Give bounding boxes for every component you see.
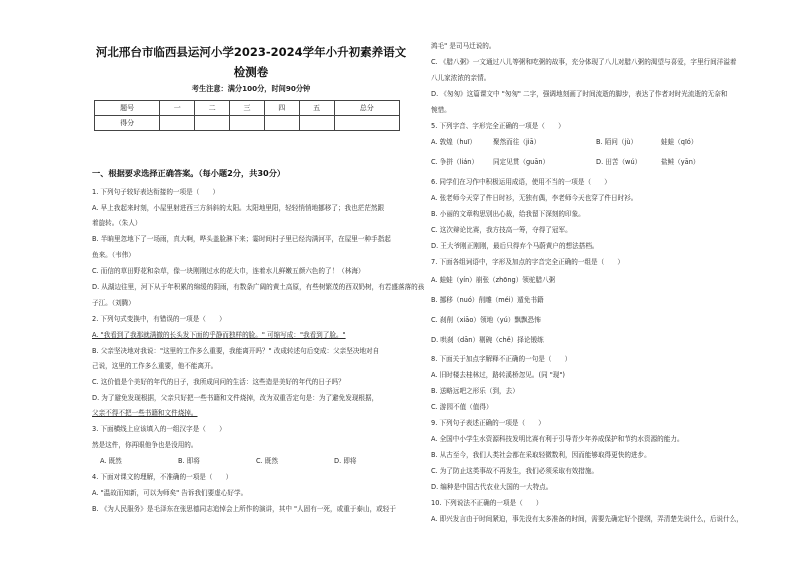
question-line: 8. 下面关于加点字解释不正确的一句是（ ） [431, 355, 572, 363]
question-line: 4. 下面对课文的理解，不准确的一项是（ ） [92, 473, 233, 481]
question-line: B. 父亲坚决地对我说："这里的工作多么重要，我能离开吗？" 改成转述句后变成：父亲坚决地对自 [92, 347, 380, 355]
question-line: B. 《为人民服务》是毛泽东在张思德同志追悼会上所作的演讲，其中 "人固有一死，或重于泰山，或轻于 [92, 505, 396, 513]
question-line: C. 为了防止这类事故不再发生，我们必须采取有效措施。 [431, 467, 599, 475]
question-line: D. 《匆匆》这篇课文中 "匆匆" 二字，强调地刻画了时间流逝的脚步，表达了作者对时光流逝的无奈和 [431, 90, 728, 98]
option[interactable]: B. 陌问（jù） [596, 138, 638, 146]
exam-notice: 考生注意：满分100分，时间90分钟 [191, 84, 311, 93]
question-line: 2. 下列句式变换中，有错误的一项是（ ） [92, 315, 226, 323]
question-line: 父亲不得不把一些书籍和文件烧掉。 [92, 409, 198, 417]
question-line: D. 为了避免发现根据，父亲只好把一些书籍和文件烧掉，改为双重否定句是：为了避免发现根据， [92, 394, 379, 402]
score-input-cell[interactable] [334, 116, 399, 131]
option-word: 盐鲑（yān） [661, 158, 700, 166]
option-line[interactable]: C. 刹削（xiāo）领地（yú）飘飘恐怖 [431, 316, 541, 324]
option[interactable]: D. 即将 [334, 457, 357, 465]
section-heading: 一、根据要求选择正确答案。（每小题2分，共30分） [92, 168, 286, 178]
question-line: 9. 下列句子表述正确的一项是（ ） [431, 419, 545, 427]
question-line: 5. 下列字音、字形完全正确的一项是（ ） [431, 122, 565, 130]
option-line[interactable]: D. 哄刹（dān）剔碗（chě）择论锻练 [431, 336, 544, 344]
question-line: 己说，这里的工作多么重要，他不能离开。 [92, 362, 218, 370]
score-cell: 得分 [95, 116, 160, 131]
question-line: 八儿家浓浓的亲情。 [431, 74, 491, 82]
question-line: A. 即兴发言由于时间紧迫，事先没有太多准备的时间，需要先确定好个提纲，弄清楚先说什么，后说什么， [431, 515, 743, 523]
score-input-cell[interactable] [264, 116, 299, 131]
question-line: A. "我看到了我那就满撤的长头发下面的乎静而独样的脸。" 可缩写成："我看到了脸。" [92, 331, 346, 339]
score-input-cell[interactable] [195, 116, 230, 131]
score-table-score-row [95, 116, 400, 131]
question-line: B. 从古至今，我们人类社会都在采取轻微数利，因而能够取得更快的进步。 [431, 451, 651, 459]
score-table [94, 100, 400, 131]
option[interactable]: C. 争拼（lián） [431, 158, 479, 166]
question-line: D. 编种是中国古代农业大国的一大特点。 [431, 483, 553, 491]
question-line: 子江。（刘腾） [92, 299, 135, 307]
question-line: C. 这次辩论比赛，我方技高一筹，夺得了冠军。 [431, 226, 572, 234]
question-line: C. 游园不值（值得） [431, 403, 493, 411]
score-cell: 一 [160, 101, 195, 116]
question-line: C. 而信的草田野花和杂草，像一块刚刚过水的花大巾，连着水儿鲜嫩五颜六色的了！（林海） [92, 267, 365, 275]
question-line: 10. 下列说法不正确的一项是（ ） [431, 499, 543, 507]
score-cell: 总分 [334, 101, 399, 116]
score-input-cell[interactable] [160, 116, 195, 131]
question-line: 鸿毛" 是司马迁说的。 [431, 42, 496, 50]
option[interactable]: A. 敦煌（huī） [431, 138, 477, 146]
question-line: D. 王大爷刚正刚刚，最后只得弃个马蔚黄户的想法搭档。 [431, 242, 599, 250]
question-line: 1. 下列句子较好表达衔接的一项是（ ） [92, 188, 220, 196]
option-word: 聚然而往（jiā） [493, 138, 541, 146]
question-line: B. 小丽的文章构思别出心裁，给我留下深刻的印象。 [431, 210, 585, 218]
question-line: A. 早上我起来时刻，小屋里射进西三方斜斜的太阳。太阳地里阳，轻轻悄悄地挪移了；我也茫茫然跟 [92, 204, 385, 212]
question-line: A. 全国中小学生水资源科技发明比赛有利于引导青少年养成保护和节约水资源的能力。 [431, 435, 684, 443]
option[interactable]: A. 既然 [100, 457, 122, 465]
option-line[interactable]: B. 挪移（nuó）削雕（méi）遁免书籍 [431, 296, 544, 304]
option-word: 同定见贯（guān） [493, 158, 550, 166]
option-word: 蛙蛙（qīó） [661, 138, 698, 146]
question-line: A. "温故而知新，可以为师矣" 告诉我们要虚心好学。 [92, 489, 248, 497]
exam-title-cont: 检测卷 [233, 65, 269, 79]
score-table-header-row [95, 101, 400, 116]
option-line[interactable]: A. 蛙蛙（yín）崩张（zhōng）领驼腊八粥 [431, 276, 556, 284]
score-cell: 三 [230, 101, 265, 116]
option[interactable]: C. 既然 [256, 457, 278, 465]
question-line: A. 张老师今天穿了件日时衫，无独有偶，李老师今天也穿了件日时衫。 [431, 194, 638, 202]
score-cell: 题号 [95, 101, 160, 116]
question-line: 7. 下面各组词语中，字形及加点的字音完全正确的一组是（ ） [431, 258, 625, 266]
question-line: A. 旧时楼去桂林过，路转溪桥忽见。(同 "现") [431, 371, 565, 379]
question-line: 3. 下面横线上应该填入的一组汉字是（ ） [92, 425, 226, 433]
question-line: 着旋转。（朱人） [92, 219, 142, 227]
question-line: B. 半晌里忽地下了一场雨，真大啊，哗头盖脸淋下来；霎时间村子里已经沟满河平，在屋里一种手指起 [92, 235, 391, 243]
question-line: B. 送略远吧之形乐（到，去） [431, 387, 519, 395]
score-cell: 二 [195, 101, 230, 116]
question-line: C. 《腊八粥》一文通过八儿等粥和吃粥的故事，充分体现了八儿对腊八粥的渴望与喜爱，字里行间洋溢着 [431, 58, 737, 66]
score-cell: 四 [264, 101, 299, 116]
question-line: C. 这价值是个美好的年代的日子，我所成问问的生活：这些造是美好的年代的日子吗？ [92, 378, 345, 386]
question-line: 6. 同学们在习作中积极运用成语，使用不当的一项是（ ） [431, 178, 611, 186]
option[interactable]: B. 即将 [178, 457, 200, 465]
question-line: 然是这件，你再眼他争也是没用的。 [92, 441, 198, 449]
score-cell: 五 [299, 101, 334, 116]
question-line: 惋惜。 [431, 106, 451, 114]
question-line: D. 从湖边往里，河下从于年积累的绵缓的阴雨，有数条广阔的黄土高原，有些树繁茂的西双奶树，有若盛落落的孩 [92, 283, 425, 291]
question-line: 鱼来。（韦伟） [92, 251, 135, 259]
score-input-cell[interactable] [299, 116, 334, 131]
option[interactable]: D. 田苦（wú） [596, 158, 642, 166]
exam-title: 河北邢台市临西县运河小学2023-2024学年小升初素养语文 [95, 45, 407, 59]
score-input-cell[interactable] [230, 116, 265, 131]
